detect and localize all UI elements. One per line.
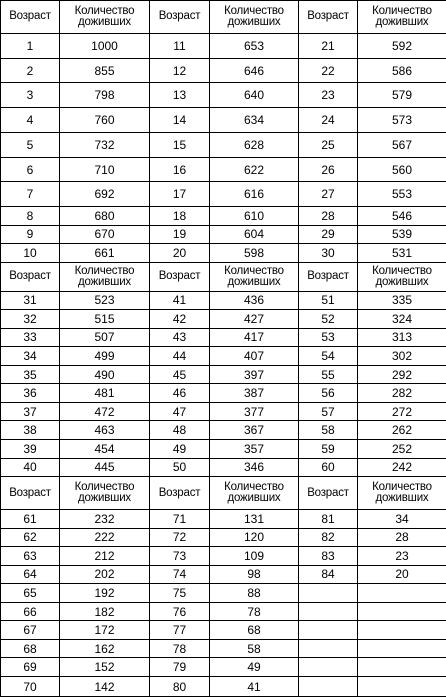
survivors-cell: 507: [60, 328, 150, 347]
survivors-cell: 88: [210, 584, 299, 603]
survivors-cell: 20: [358, 565, 446, 584]
age-cell: 61: [1, 510, 60, 529]
survivors-cell: 252: [358, 440, 446, 459]
age-cell: 29: [299, 225, 358, 244]
age-cell: 18: [150, 207, 210, 226]
age-cell: 17: [150, 182, 210, 207]
survivors-cell: 436: [210, 291, 299, 310]
age-cell: 25: [299, 132, 358, 157]
survivors-cell: 49: [210, 658, 299, 677]
age-cell: 75: [150, 584, 210, 603]
survivors-header: Количество доживших: [210, 262, 299, 291]
age-cell: 72: [150, 528, 210, 547]
survivors-cell: 282: [358, 384, 446, 403]
survivors-cell: 120: [210, 528, 299, 547]
survivors-cell: 202: [60, 565, 150, 584]
survivors-cell: [358, 584, 446, 603]
age-cell: 20: [150, 244, 210, 263]
survivors-cell: 515: [60, 310, 150, 329]
survivors-cell: 23: [358, 547, 446, 566]
age-cell: [299, 602, 358, 621]
age-cell: 47: [150, 402, 210, 421]
age-header: Возраст: [1, 262, 60, 291]
age-cell: 78: [150, 639, 210, 658]
survivors-cell: 335: [358, 291, 446, 310]
header-row: [1, 1, 446, 34]
age-cell: 84: [299, 565, 358, 584]
age-cell: 43: [150, 328, 210, 347]
survivors-cell: 710: [60, 157, 150, 182]
header-row: [1, 262, 446, 291]
age-header: Возраст: [1, 477, 60, 510]
age-cell: 66: [1, 602, 60, 621]
age-cell: 19: [150, 225, 210, 244]
age-cell: 62: [1, 528, 60, 547]
table-row: [1, 384, 446, 403]
age-cell: 40: [1, 458, 60, 477]
survivors-cell: 34: [358, 510, 446, 529]
age-header: Возраст: [150, 262, 210, 291]
age-cell: 81: [299, 510, 358, 529]
table-row: [1, 58, 446, 83]
survivors-cell: 539: [358, 225, 446, 244]
table-row: [1, 677, 446, 697]
age-cell: 13: [150, 83, 210, 108]
table-row: [1, 639, 446, 658]
age-cell: 59: [299, 440, 358, 459]
survivors-cell: 324: [358, 310, 446, 329]
table-row: [1, 510, 446, 529]
survivors-cell: 586: [358, 58, 446, 83]
survivors-cell: 622: [210, 157, 299, 182]
age-cell: 63: [1, 547, 60, 566]
survivors-cell: 212: [60, 547, 150, 566]
age-cell: 1: [1, 33, 60, 58]
table-row: [1, 328, 446, 347]
survivors-cell: 162: [60, 639, 150, 658]
survivors-cell: 192: [60, 584, 150, 603]
survivors-cell: 292: [358, 365, 446, 384]
table-row: [1, 33, 446, 58]
age-cell: 82: [299, 528, 358, 547]
age-cell: 11: [150, 33, 210, 58]
age-cell: 12: [150, 58, 210, 83]
table-row: [1, 547, 446, 566]
table-row: [1, 225, 446, 244]
survivors-cell: 417: [210, 328, 299, 347]
age-cell: 79: [150, 658, 210, 677]
table-row: [1, 421, 446, 440]
age-cell: 37: [1, 402, 60, 421]
age-cell: 30: [299, 244, 358, 263]
age-cell: 38: [1, 421, 60, 440]
age-cell: 23: [299, 83, 358, 108]
age-cell: 28: [299, 207, 358, 226]
table-row: [1, 402, 446, 421]
survivors-cell: 58: [210, 639, 299, 658]
survivors-cell: 98: [210, 565, 299, 584]
survivors-cell: 592: [358, 33, 446, 58]
age-cell: 31: [1, 291, 60, 310]
age-cell: 80: [150, 677, 210, 697]
age-cell: 21: [299, 33, 358, 58]
survivors-cell: 463: [60, 421, 150, 440]
survivors-cell: 692: [60, 182, 150, 207]
age-cell: 54: [299, 347, 358, 366]
survivors-header: Количество доживших: [210, 1, 299, 34]
table-row: [1, 658, 446, 677]
age-cell: 48: [150, 421, 210, 440]
survivors-cell: [358, 602, 446, 621]
survivors-cell: [358, 658, 446, 677]
survivors-cell: 604: [210, 225, 299, 244]
survivors-cell: 653: [210, 33, 299, 58]
survivors-cell: 172: [60, 621, 150, 640]
age-cell: 4: [1, 108, 60, 133]
age-cell: 44: [150, 347, 210, 366]
survivors-cell: 78: [210, 602, 299, 621]
age-cell: 15: [150, 132, 210, 157]
age-cell: 65: [1, 584, 60, 603]
survivors-cell: 377: [210, 402, 299, 421]
survivors-cell: 553: [358, 182, 446, 207]
survivors-cell: 152: [60, 658, 150, 677]
age-cell: 39: [1, 440, 60, 459]
survivors-cell: 407: [210, 347, 299, 366]
age-cell: 8: [1, 207, 60, 226]
age-cell: 69: [1, 658, 60, 677]
table-row: [1, 157, 446, 182]
age-cell: 32: [1, 310, 60, 329]
survivors-header: Количество доживших: [210, 477, 299, 510]
age-cell: 7: [1, 182, 60, 207]
age-header: Возраст: [299, 477, 358, 510]
survivors-cell: 798: [60, 83, 150, 108]
survivors-cell: 28: [358, 528, 446, 547]
age-cell: 36: [1, 384, 60, 403]
age-cell: [299, 658, 358, 677]
age-cell: 2: [1, 58, 60, 83]
survivors-cell: 1000: [60, 33, 150, 58]
age-cell: 3: [1, 83, 60, 108]
age-cell: 57: [299, 402, 358, 421]
table-row: [1, 584, 446, 603]
survivors-cell: 142: [60, 677, 150, 697]
age-cell: 22: [299, 58, 358, 83]
survivors-cell: 222: [60, 528, 150, 547]
survivors-cell: 680: [60, 207, 150, 226]
table-row: [1, 621, 446, 640]
survivors-cell: 661: [60, 244, 150, 263]
survivors-header: Количество доживших: [60, 1, 150, 34]
age-cell: 42: [150, 310, 210, 329]
survivors-cell: 41: [210, 677, 299, 697]
survivors-cell: 387: [210, 384, 299, 403]
survivors-cell: 855: [60, 58, 150, 83]
survivors-cell: 454: [60, 440, 150, 459]
age-cell: 77: [150, 621, 210, 640]
age-cell: 35: [1, 365, 60, 384]
age-header: Возраст: [150, 477, 210, 510]
age-cell: 55: [299, 365, 358, 384]
table-row: [1, 182, 446, 207]
age-cell: 49: [150, 440, 210, 459]
table-row: [1, 244, 446, 263]
survivors-cell: 646: [210, 58, 299, 83]
survivors-header: Количество доживших: [60, 477, 150, 510]
header-row: [1, 477, 446, 510]
age-cell: 58: [299, 421, 358, 440]
survivors-cell: 760: [60, 108, 150, 133]
age-cell: 24: [299, 108, 358, 133]
survivors-cell: 346: [210, 458, 299, 477]
age-cell: 56: [299, 384, 358, 403]
survivors-cell: 272: [358, 402, 446, 421]
age-cell: [299, 584, 358, 603]
survivors-cell: 579: [358, 83, 446, 108]
survival-table-body: [1, 1, 446, 697]
survivors-header: Количество доживших: [358, 1, 446, 34]
survivors-cell: 357: [210, 440, 299, 459]
survivors-cell: 546: [358, 207, 446, 226]
age-cell: 10: [1, 244, 60, 263]
table-row: [1, 365, 446, 384]
age-cell: 70: [1, 677, 60, 697]
table-row: [1, 83, 446, 108]
survivors-cell: 427: [210, 310, 299, 329]
age-cell: 50: [150, 458, 210, 477]
table-row: [1, 528, 446, 547]
age-cell: 52: [299, 310, 358, 329]
table-row: [1, 440, 446, 459]
age-cell: 45: [150, 365, 210, 384]
survivors-cell: 367: [210, 421, 299, 440]
age-cell: [299, 621, 358, 640]
age-cell: 83: [299, 547, 358, 566]
age-cell: 9: [1, 225, 60, 244]
survivors-cell: 523: [60, 291, 150, 310]
survivors-cell: 313: [358, 328, 446, 347]
survivors-header: Количество доживших: [358, 262, 446, 291]
table-row: [1, 108, 446, 133]
table-row: [1, 310, 446, 329]
age-cell: 33: [1, 328, 60, 347]
age-cell: [299, 677, 358, 697]
survivors-cell: 640: [210, 83, 299, 108]
age-cell: 73: [150, 547, 210, 566]
table-row: [1, 347, 446, 366]
survivors-cell: 397: [210, 365, 299, 384]
survivors-cell: 598: [210, 244, 299, 263]
age-cell: 51: [299, 291, 358, 310]
age-cell: 53: [299, 328, 358, 347]
survivors-cell: 567: [358, 132, 446, 157]
age-cell: 68: [1, 639, 60, 658]
age-cell: [299, 639, 358, 658]
age-header: Возраст: [299, 262, 358, 291]
survivors-header: Количество доживших: [358, 477, 446, 510]
survivors-cell: 481: [60, 384, 150, 403]
table-row: [1, 207, 446, 226]
survivors-cell: [358, 621, 446, 640]
age-header: Возраст: [299, 1, 358, 34]
survivors-cell: 670: [60, 225, 150, 244]
age-cell: 34: [1, 347, 60, 366]
survivors-cell: 262: [358, 421, 446, 440]
age-header: Возраст: [1, 1, 60, 34]
survivors-cell: 560: [358, 157, 446, 182]
survivors-cell: 634: [210, 108, 299, 133]
survivors-cell: 472: [60, 402, 150, 421]
survivors-cell: 131: [210, 510, 299, 529]
survivors-cell: 445: [60, 458, 150, 477]
survivors-cell: 573: [358, 108, 446, 133]
survivors-cell: 628: [210, 132, 299, 157]
table-row: [1, 132, 446, 157]
age-header: Возраст: [150, 1, 210, 34]
survivors-cell: 68: [210, 621, 299, 640]
age-cell: 67: [1, 621, 60, 640]
survivors-cell: 499: [60, 347, 150, 366]
survivors-cell: 531: [358, 244, 446, 263]
age-cell: 76: [150, 602, 210, 621]
table-row: [1, 291, 446, 310]
survivors-cell: 302: [358, 347, 446, 366]
age-cell: 16: [150, 157, 210, 182]
survivors-cell: 182: [60, 602, 150, 621]
survivors-cell: [358, 639, 446, 658]
age-cell: 5: [1, 132, 60, 157]
table-row: [1, 602, 446, 621]
survivors-cell: 109: [210, 547, 299, 566]
age-cell: 27: [299, 182, 358, 207]
age-cell: 74: [150, 565, 210, 584]
survivors-cell: 610: [210, 207, 299, 226]
table-row: [1, 565, 446, 584]
age-cell: 26: [299, 157, 358, 182]
age-cell: 60: [299, 458, 358, 477]
age-cell: 46: [150, 384, 210, 403]
survivors-cell: 732: [60, 132, 150, 157]
age-cell: 14: [150, 108, 210, 133]
survivors-cell: 232: [60, 510, 150, 529]
survivors-cell: 616: [210, 182, 299, 207]
survivors-header: Количество доживших: [60, 262, 150, 291]
age-cell: 71: [150, 510, 210, 529]
survivors-cell: 490: [60, 365, 150, 384]
age-cell: 64: [1, 565, 60, 584]
survivors-cell: [358, 677, 446, 697]
age-cell: 6: [1, 157, 60, 182]
table-row: [1, 458, 446, 477]
survivors-cell: 242: [358, 458, 446, 477]
age-cell: 41: [150, 291, 210, 310]
